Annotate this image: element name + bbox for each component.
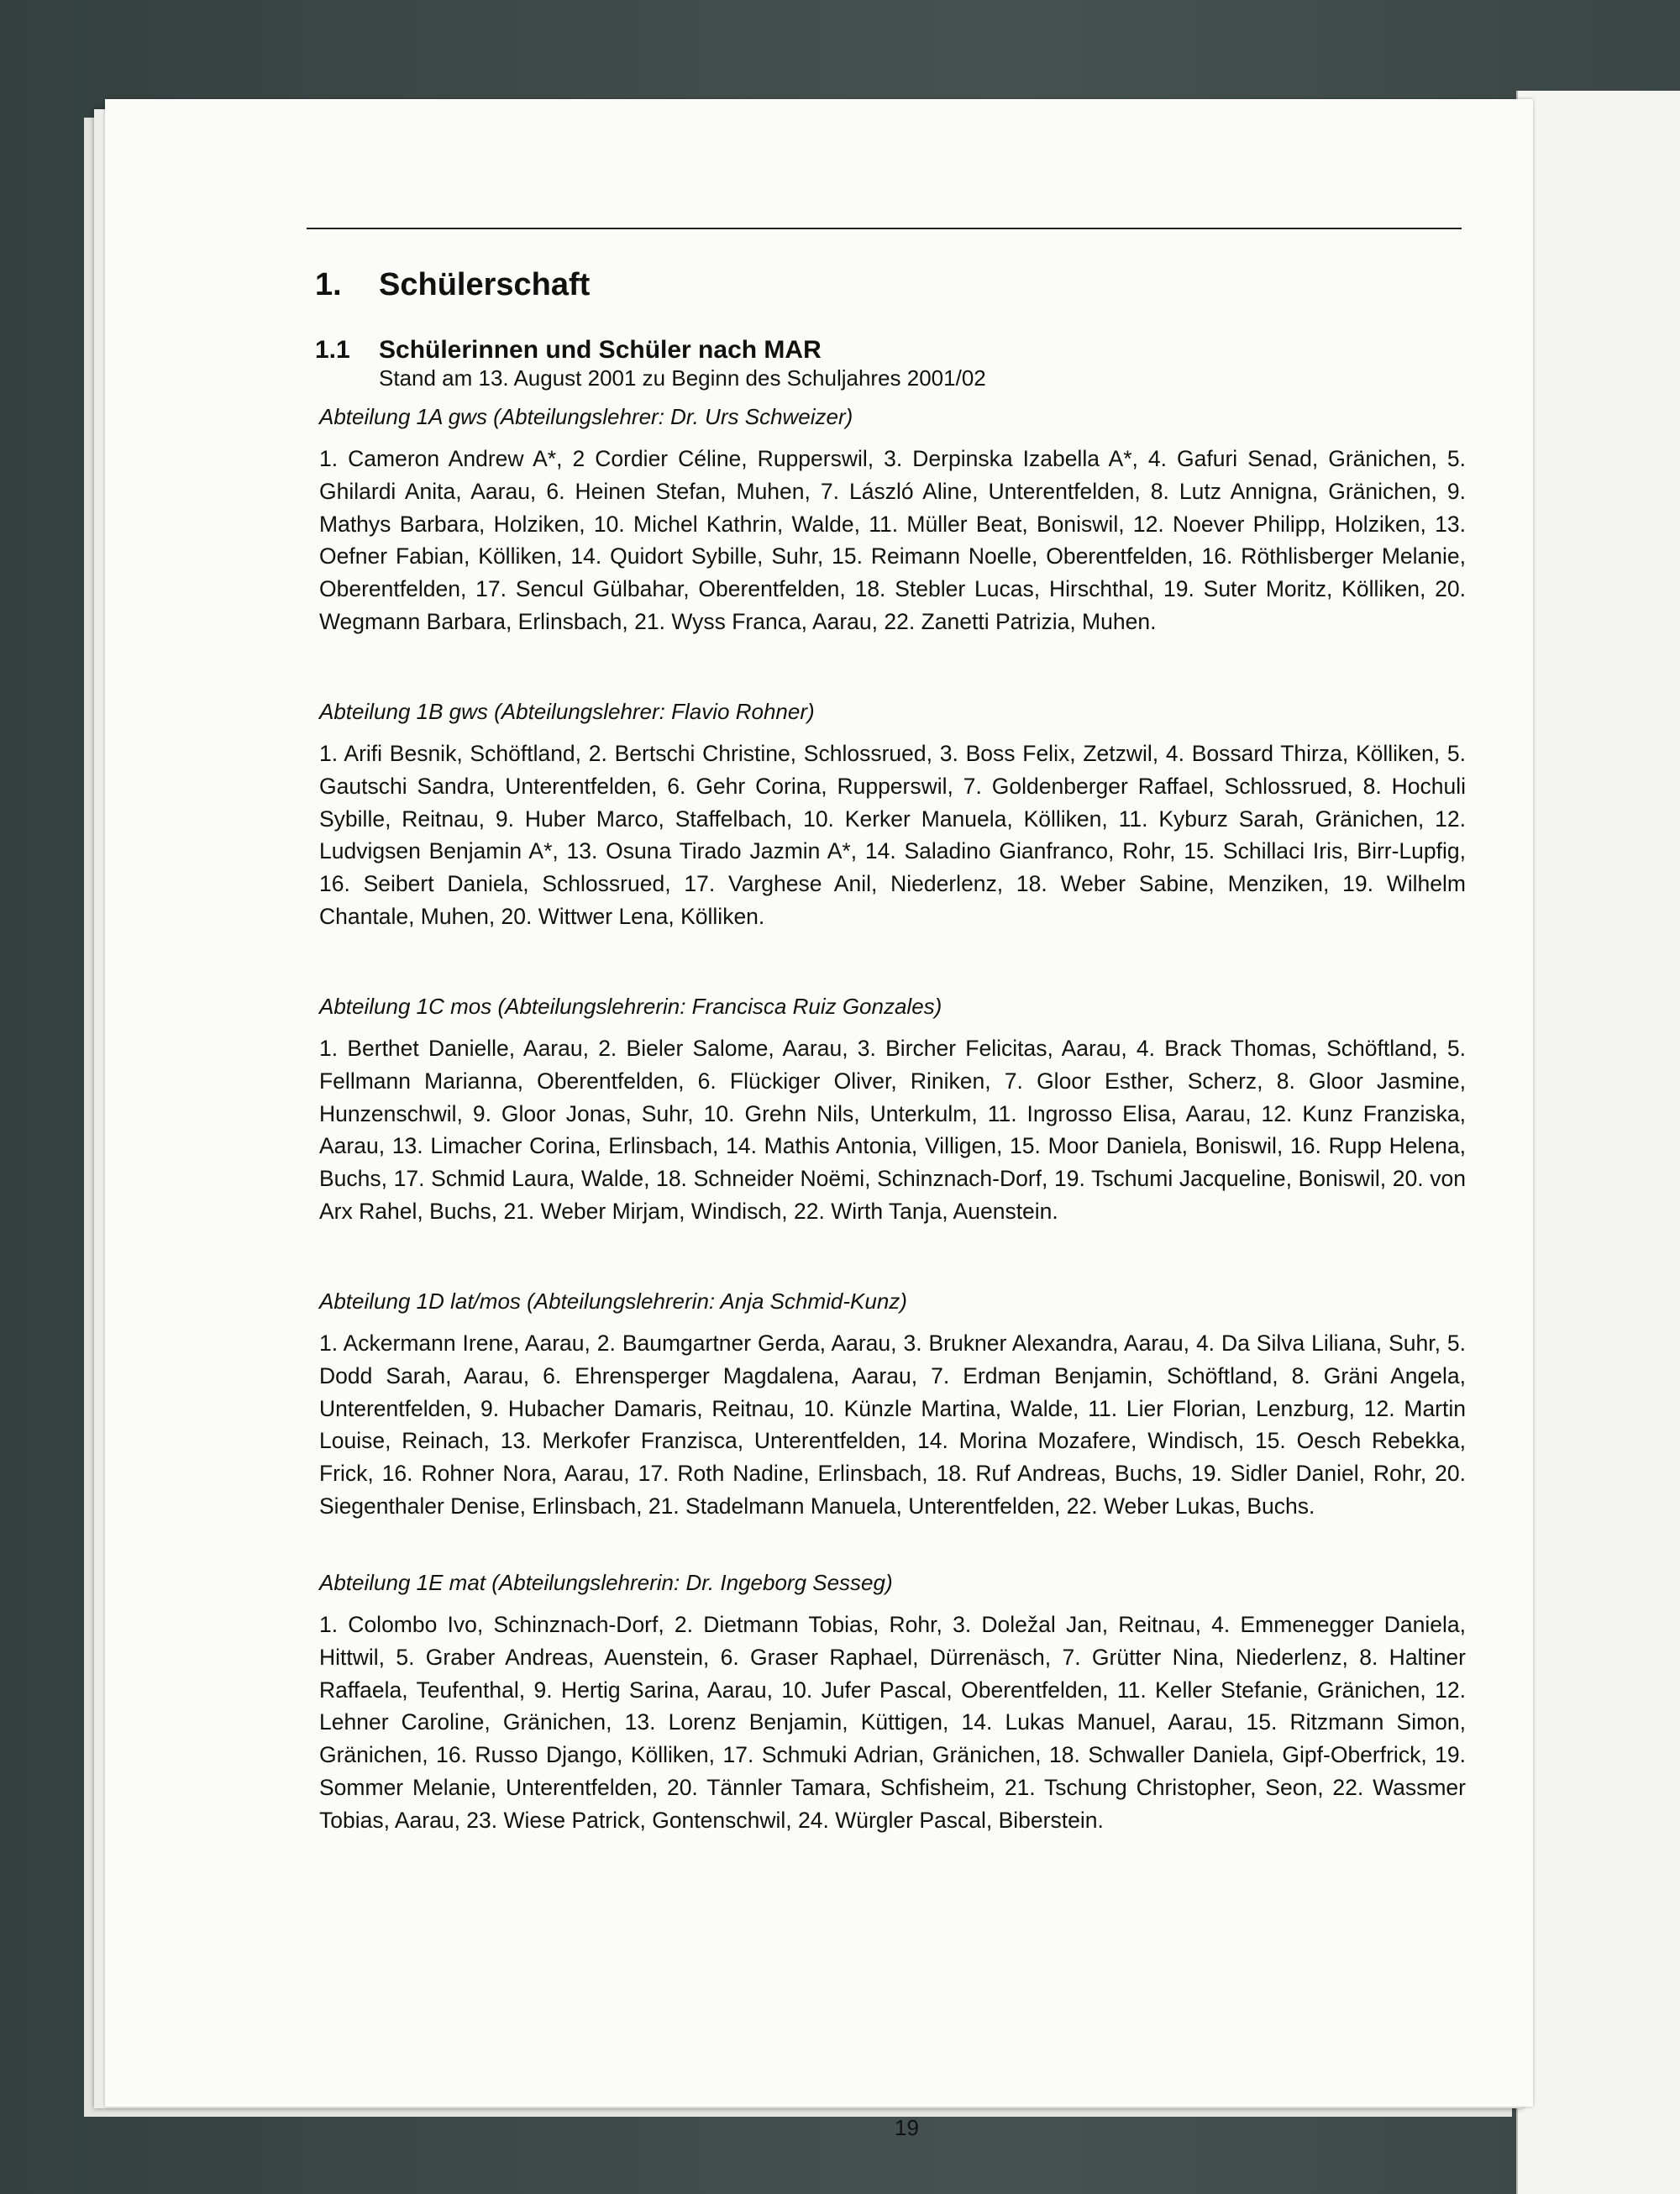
- facing-page-edge: [1516, 91, 1680, 2194]
- class-list-1a: 1. Cameron Andrew A*, 2 Cordier Céline, Rupperswil, 3. Derpinska Izabella A*, 4. Gafuri Senad, Gränichen, 5. Ghilardi Anita, Aarau, 6. Heinen Stefan, Muhen, 7. László Aline, Unterentfelden, 8. Lutz Annigna, Gränichen, 9. Mathys Barbara, Holziken, 10. Michel Kathrin, Walde, 11. Müller Beat, Boniswil, 12. Noever Philipp, Holziken, 13. Oefner Fabian, Kölliken, 14. Quidort Sybille, Suhr, 15. Reimann Noelle, Oberentfelden, 16. Röthlisberger Melanie, Oberentfelden, 17. Sencul Gülbahar, Oberentfelden, 18. Stebler Lucas, Hirschthal, 19. Suter Moritz, Kölliken, 20. Wegmann Barbara, Erlinsbach, 21. Wyss Franca, Aarau, 22. Zanetti Patrizia, Muhen.: [319, 446, 1466, 634]
- class-title-1c: Abteilung 1C mos (Abteilungslehrerin: Francisca Ruiz Gonzales): [319, 994, 942, 1019]
- class-title-1e: Abteilung 1E mat (Abteilungslehrerin: Dr. Ingeborg Sesseg): [319, 1570, 893, 1595]
- chapter-number: 1.: [315, 267, 342, 302]
- class-list-1e: 1. Colombo Ivo, Schinznach-Dorf, 2. Dietmann Tobias, Rohr, 3. Doležal Jan, Reitnau, 4. Emmenegger Daniela, Hittwil, 5. Graber Andreas, Auenstein, 6. Graser Raphael, Dürrenäsch, 7. Grütter Nina, Niederlenz, 8. Haltiner Raffaela, Teufenthal, 9. Hertig Sarina, Aarau, 10. Jufer Pascal, Oberentfelden, 11. Keller Stefanie, Gränichen, 12. Lehner Caroline, Gränichen, 13. Lorenz Benjamin, Küttigen, 14. Lukas Manuel, Aarau, 15. Ritzmann Simon, Gränichen, 16. Russo Django, Kölliken, 17. Schmuki Adrian, Gränichen, 18. Schwaller Daniela, Gipf-Oberfrick, 19. Sommer Melanie, Unterentfelden, 20. Tännler Tamara, Schfisheim, 21. Tschung Christopher, Seon, 22. Wassmer Tobias, Aarau, 23. Wiese Patrick, Gontenschwil, 24. Würgler Pascal, Biberstein.: [319, 1612, 1466, 1833]
- date-note: Stand am 13. August 2001 zu Beginn des Schuljahres 2001/02: [379, 365, 986, 391]
- class-list-1c: 1. Berthet Danielle, Aarau, 2. Bieler Salome, Aarau, 3. Bircher Felicitas, Aarau, 4. Brack Thomas, Schöftland, 5. Fellmann Marianna, Oberentfelden, 6. Flückiger Oliver, Riniken, 7. Gloor Esther, Scherz, 8. Gloor Jasmine, Hunzenschwil, 9. Gloor Jonas, Suhr, 10. Grehn Nils, Unterkulm, 11. Ingrosso Elisa, Aarau, 12. Kunz Franziska, Aarau, 13. Limacher Corina, Erlinsbach, 14. Mathis Antonia, Villigen, 15. Moor Daniela, Boniswil, 16. Rupp Helena, Buchs, 17. Schmid Laura, Walde, 18. Schneider Noëmi, Schinznach-Dorf, 19. Tschumi Jacqueline, Boniswil, 20. von Arx Rahel, Buchs, 21. Weber Mirjam, Windisch, 22. Wirth Tanja, Auenstein.: [319, 1036, 1466, 1224]
- chapter-heading: [315, 267, 590, 303]
- class-title-1b: Abteilung 1B gws (Abteilungslehrer: Flavio Rohner): [319, 699, 815, 724]
- header-rule: [307, 228, 1462, 229]
- class-list-1d: 1. Ackermann Irene, Aarau, 2. Baumgartner Gerda, Aarau, 3. Brukner Alexandra, Aarau, 4. Da Silva Liliana, Suhr, 5. Dodd Sarah, Aarau, 6. Ehrensperger Magdalena, Aarau, 7. Erdman Benjamin, Schöftland, 8. Gräni Angela, Unterentfelden, 9. Hubacher Damaris, Reitnau, 10. Künzle Martina, Walde, 11. Lier Florian, Lenzburg, 12. Martin Louise, Reinach, 13. Merkofer Franzisca, Unterentfelden, 14. Morina Mozafere, Windisch, 15. Oesch Rebekka, Frick, 16. Rohner Nora, Aarau, 17. Roth Nadine, Erlinsbach, 18. Ruf Andreas, Buchs, 19. Sidler Daniel, Rohr, 20. Siegenthaler Denise, Erlinsbach, 21. Stadelmann Manuela, Unterentfelden, 22. Weber Lukas, Buchs.: [319, 1331, 1466, 1519]
- section-heading: [315, 336, 822, 365]
- chapter-title: Schülerschaft: [379, 267, 591, 302]
- document-page: [105, 99, 1533, 2140]
- class-title-1a: Abteilung 1A gws (Abteilungslehrer: Dr. Urs Schweizer): [319, 404, 853, 429]
- section-number: 1.1: [315, 336, 350, 364]
- section-heading-title: Schülerinnen und Schüler nach MAR: [379, 336, 822, 364]
- class-title-1d: Abteilung 1D lat/mos (Abteilungslehrerin: Anja Schmid-Kunz): [319, 1289, 907, 1314]
- class-list-1b: 1. Arifi Besnik, Schöftland, 2. Bertschi Christine, Schlossrued, 3. Boss Felix, Zetzwil, 4. Bossard Thirza, Kölliken, 5. Gautschi Sandra, Unterentfelden, 6. Gehr Corina, Rupperswil, 7. Goldenberger Raffael, Schlossrued, 8. Hochuli Sybille, Reitnau, 9. Huber Marco, Staffelbach, 10. Kerker Manuela, Kölliken, 11. Kyburz Sarah, Gränichen, 12. Ludvigsen Benjamin A*, 13. Osuna Tirado Jazmin A*, 14. Saladino Gianfranco, Rohr, 15. Schillaci Iris, Birr-Lupfig, 16. Seibert Daniela, Schlossrued, 17. Varghese Anil, Niederlenz, 18. Weber Sabine, Menziken, 19. Wilhelm Chantale, Muhen, 20. Wittwer Lena, Kölliken.: [319, 741, 1466, 929]
- page-number: 19: [895, 2115, 919, 2140]
